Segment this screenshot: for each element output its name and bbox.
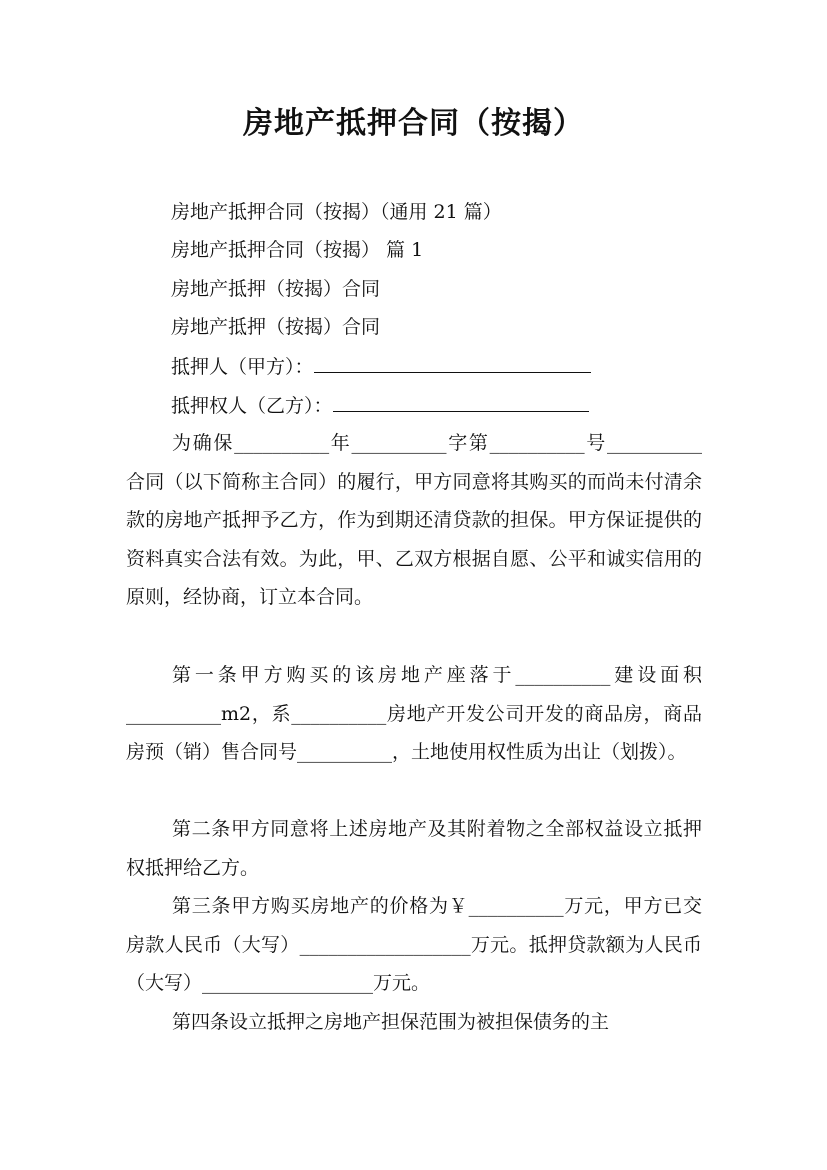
party-a-blank [314,353,591,373]
party-b-label: 抵押权人（乙方）： [171,395,333,417]
article-1-paragraph: 第一条甲方购买的该房地产座落于__________建设面积__________m2，系__________房地产开发公司开发的商品房，商品房预（销）售合同号__________，土地使用权性质为出让（划拨）。 [126,664,702,763]
party-b-row [171,392,589,419]
heading-2: 房地产抵押（按揭）合同 [171,316,381,338]
subtitle-line: 房地产抵押合同（按揭）（通用 21 篇） [171,201,502,223]
party-b-blank [333,392,589,412]
article-2-paragraph: 第二条甲方同意将上述房地产及其附着物之全部权益设立抵押权抵押给乙方。 [126,818,702,879]
chapter-line: 房地产抵押合同（按揭） 篇 1 [171,239,424,261]
article-3-paragraph: 第三条甲方购买房地产的价格为￥__________万元，甲方已交房款人民币（大写）__________________万元。抵押贷款额为人民币（大写）__________________万元。 [126,895,702,994]
preamble-paragraph: 为确保__________年__________字第__________号__________合同（以下简称主合同）的履行，甲方同意将其购买的而尚未付清余款的房地产抵押予乙方，作为到期还清贷款的担保。甲方保证提供的资料真实合法有效。为此，甲、乙双方根据自愿、公平和诚实信用的原则，经协商，订立本合同。 [126,432,702,608]
party-a-row [171,353,591,380]
heading-1: 房地产抵押（按揭）合同 [171,278,381,300]
document-title: 房地产抵押合同（按揭） [243,106,584,141]
article-4-paragraph: 第四条设立抵押之房地产担保范围为被担保债务的主 [172,1011,610,1033]
party-a-label: 抵押人（甲方）： [171,356,314,378]
